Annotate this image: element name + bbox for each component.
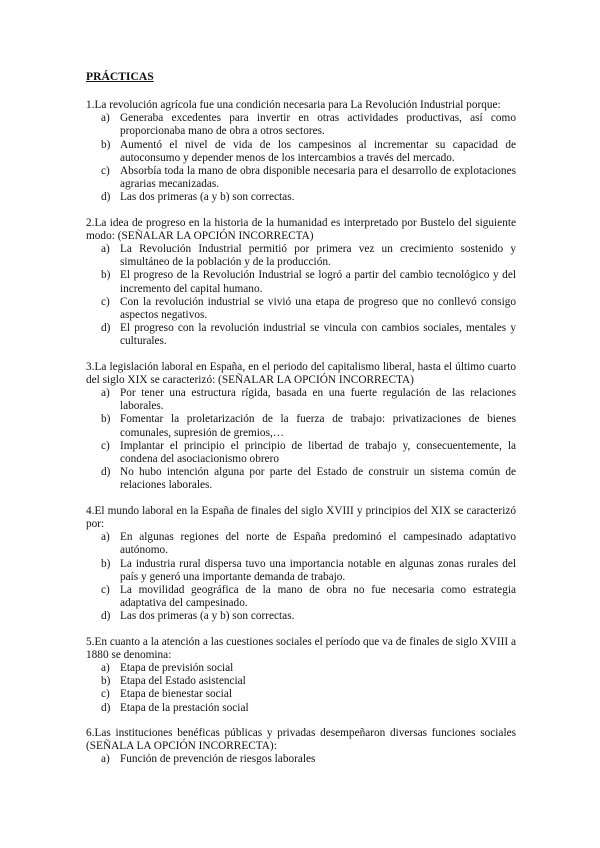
option-item — [86, 112, 516, 138]
option-letter: b) — [101, 675, 111, 688]
option-text: El progreso con la revolución industrial se vincula con cambios sociales, mentales y culturales. — [120, 322, 516, 348]
option-letter: c) — [101, 295, 110, 308]
option-letter: c) — [101, 688, 110, 701]
option-text: Etapa del Estado asistencial — [120, 675, 246, 688]
option-text: Generaba excedentes para invertir en otras actividades productivas, así como proporcionaba mano de obra a otros sectores. — [120, 112, 516, 138]
question-text: 1.La revolución agrícola fue una condición necesaria para La Revolución Industrial porque: — [86, 99, 501, 111]
page-title: PRÁCTICAS — [86, 70, 154, 83]
question-text: 2.La idea de progreso en la historia de la humanidad es interpretado por Bustelo del siguiente modo: (SEÑALAR LA OPCIÓN INCORRECTA) — [86, 216, 516, 242]
option-letter: a) — [101, 661, 110, 674]
question-text: 4.El mundo laboral en la España de finales del siglo XVIII y principios del XIX se caracterizó por: — [86, 504, 516, 530]
option-item — [86, 139, 516, 165]
option-item — [86, 165, 516, 191]
option-letter: c) — [101, 439, 110, 452]
option-text: Etapa de la prestación social — [120, 701, 249, 714]
option-item — [86, 662, 516, 675]
option-text: Por tener una estructura rígida, basada en una fuerte regulación de las relaciones laborales. — [120, 387, 516, 413]
option-text: El progreso de la Revolución Industrial se logró a partir del cambio tecnológico y del incremento del capital humano. — [120, 269, 516, 295]
option-item — [86, 466, 516, 492]
question-text: 6.Las instituciones benéficas públicas y privadas desempeñaron diversas funciones sociales (SEÑALA LA OPCIÓN INCORRECTA): — [86, 726, 516, 752]
option-letter: a) — [101, 753, 110, 766]
question-6 — [86, 727, 516, 767]
option-item — [86, 702, 516, 715]
option-item — [86, 610, 516, 623]
question-3 — [86, 361, 516, 493]
option-letter: d) — [101, 610, 111, 623]
option-list — [86, 387, 516, 493]
option-item — [86, 413, 516, 439]
option-item — [86, 387, 516, 413]
option-text: Las dos primeras (a y b) son correctas. — [120, 191, 295, 204]
option-item — [86, 322, 516, 348]
option-text: Función de prevención de riesgos laborales — [120, 753, 316, 766]
option-item — [86, 584, 516, 610]
option-text: La industria rural dispersa tuvo una importancia notable en algunas zonas rurales del país y generó una importante demanda de trabajo. — [120, 557, 516, 583]
option-letter: d) — [101, 322, 111, 335]
option-text: Absorbía toda la mano de obra disponible necesaria para el desarrollo de explotaciones agrarias mecanizadas. — [120, 165, 516, 191]
question-4 — [86, 505, 516, 624]
option-list — [86, 531, 516, 623]
option-letter: a) — [101, 531, 110, 544]
option-text: No hubo intención alguna por parte del Estado de construir un sistema común de relaciones laborales. — [120, 466, 516, 492]
option-letter: a) — [101, 387, 110, 400]
question-list — [86, 99, 516, 766]
question-text: 5.En cuanto a la atención a las cuestiones sociales el período que va de finales de siglo XVIII a 1880 se denomina: — [86, 635, 516, 661]
option-letter: a) — [101, 112, 110, 125]
option-letter: b) — [101, 269, 111, 282]
option-letter: c) — [101, 165, 110, 178]
option-text: La Revolución Industrial permitió por primera vez un crecimiento sostenido y simultáneo de la población y de la producción. — [120, 243, 516, 269]
option-text: Las dos primeras (a y b) son correctas. — [120, 610, 295, 623]
option-text: Implantar el principio el principio de libertad de trabajo y, consecuentemente, la condena del asociacionismo obrero — [120, 439, 516, 466]
question-text: 3.La legislación laboral en España, en el periodo del capitalismo liberal, hasta el último cuarto del siglo XIX se caracterizó: (SEÑALAR LA OPCIÓN INCORRECTA) — [86, 360, 516, 386]
option-letter: b) — [101, 413, 111, 426]
option-text: Fomentar la proletarización de la fuerza de trabajo: privatizaciones de bienes comunales, supresión de gremios,… — [120, 413, 516, 439]
option-letter: b) — [101, 557, 111, 570]
option-item — [86, 688, 516, 701]
option-item — [86, 753, 516, 766]
option-list — [86, 112, 516, 204]
option-list — [86, 662, 516, 715]
option-list — [86, 753, 516, 766]
option-list — [86, 243, 516, 349]
option-letter: b) — [101, 138, 111, 151]
option-text: Aumentó el nivel de vida de los campesinos al incrementar su capacidad de autoconsumo y depender menos de los intercambios a través del mercado. — [120, 138, 516, 164]
option-item — [86, 191, 516, 204]
option-text: Etapa de previsión social — [120, 661, 234, 674]
option-item — [86, 675, 516, 688]
option-letter: c) — [101, 583, 110, 596]
option-item — [86, 296, 516, 322]
question-2 — [86, 217, 516, 349]
question-1 — [86, 99, 516, 205]
option-item — [86, 531, 516, 557]
option-text: Etapa de bienestar social — [120, 688, 232, 701]
option-letter: d) — [101, 191, 111, 204]
option-item — [86, 440, 516, 466]
option-item — [86, 243, 516, 269]
option-item — [86, 558, 516, 584]
question-5 — [86, 636, 516, 715]
option-letter: a) — [101, 243, 110, 256]
option-text: Con la revolución industrial se vivió una etapa de progreso que no conllevó consigo aspectos negativos. — [120, 295, 516, 322]
option-letter: d) — [101, 701, 111, 714]
option-text: En algunas regiones del norte de España predominó el campesinado adaptativo autónomo. — [120, 531, 516, 557]
option-text: La movilidad geográfica de la mano de obra no fue necesaria como estrategia adaptativa del campesinado. — [120, 583, 516, 610]
option-item — [86, 269, 516, 295]
option-letter: d) — [101, 466, 111, 479]
